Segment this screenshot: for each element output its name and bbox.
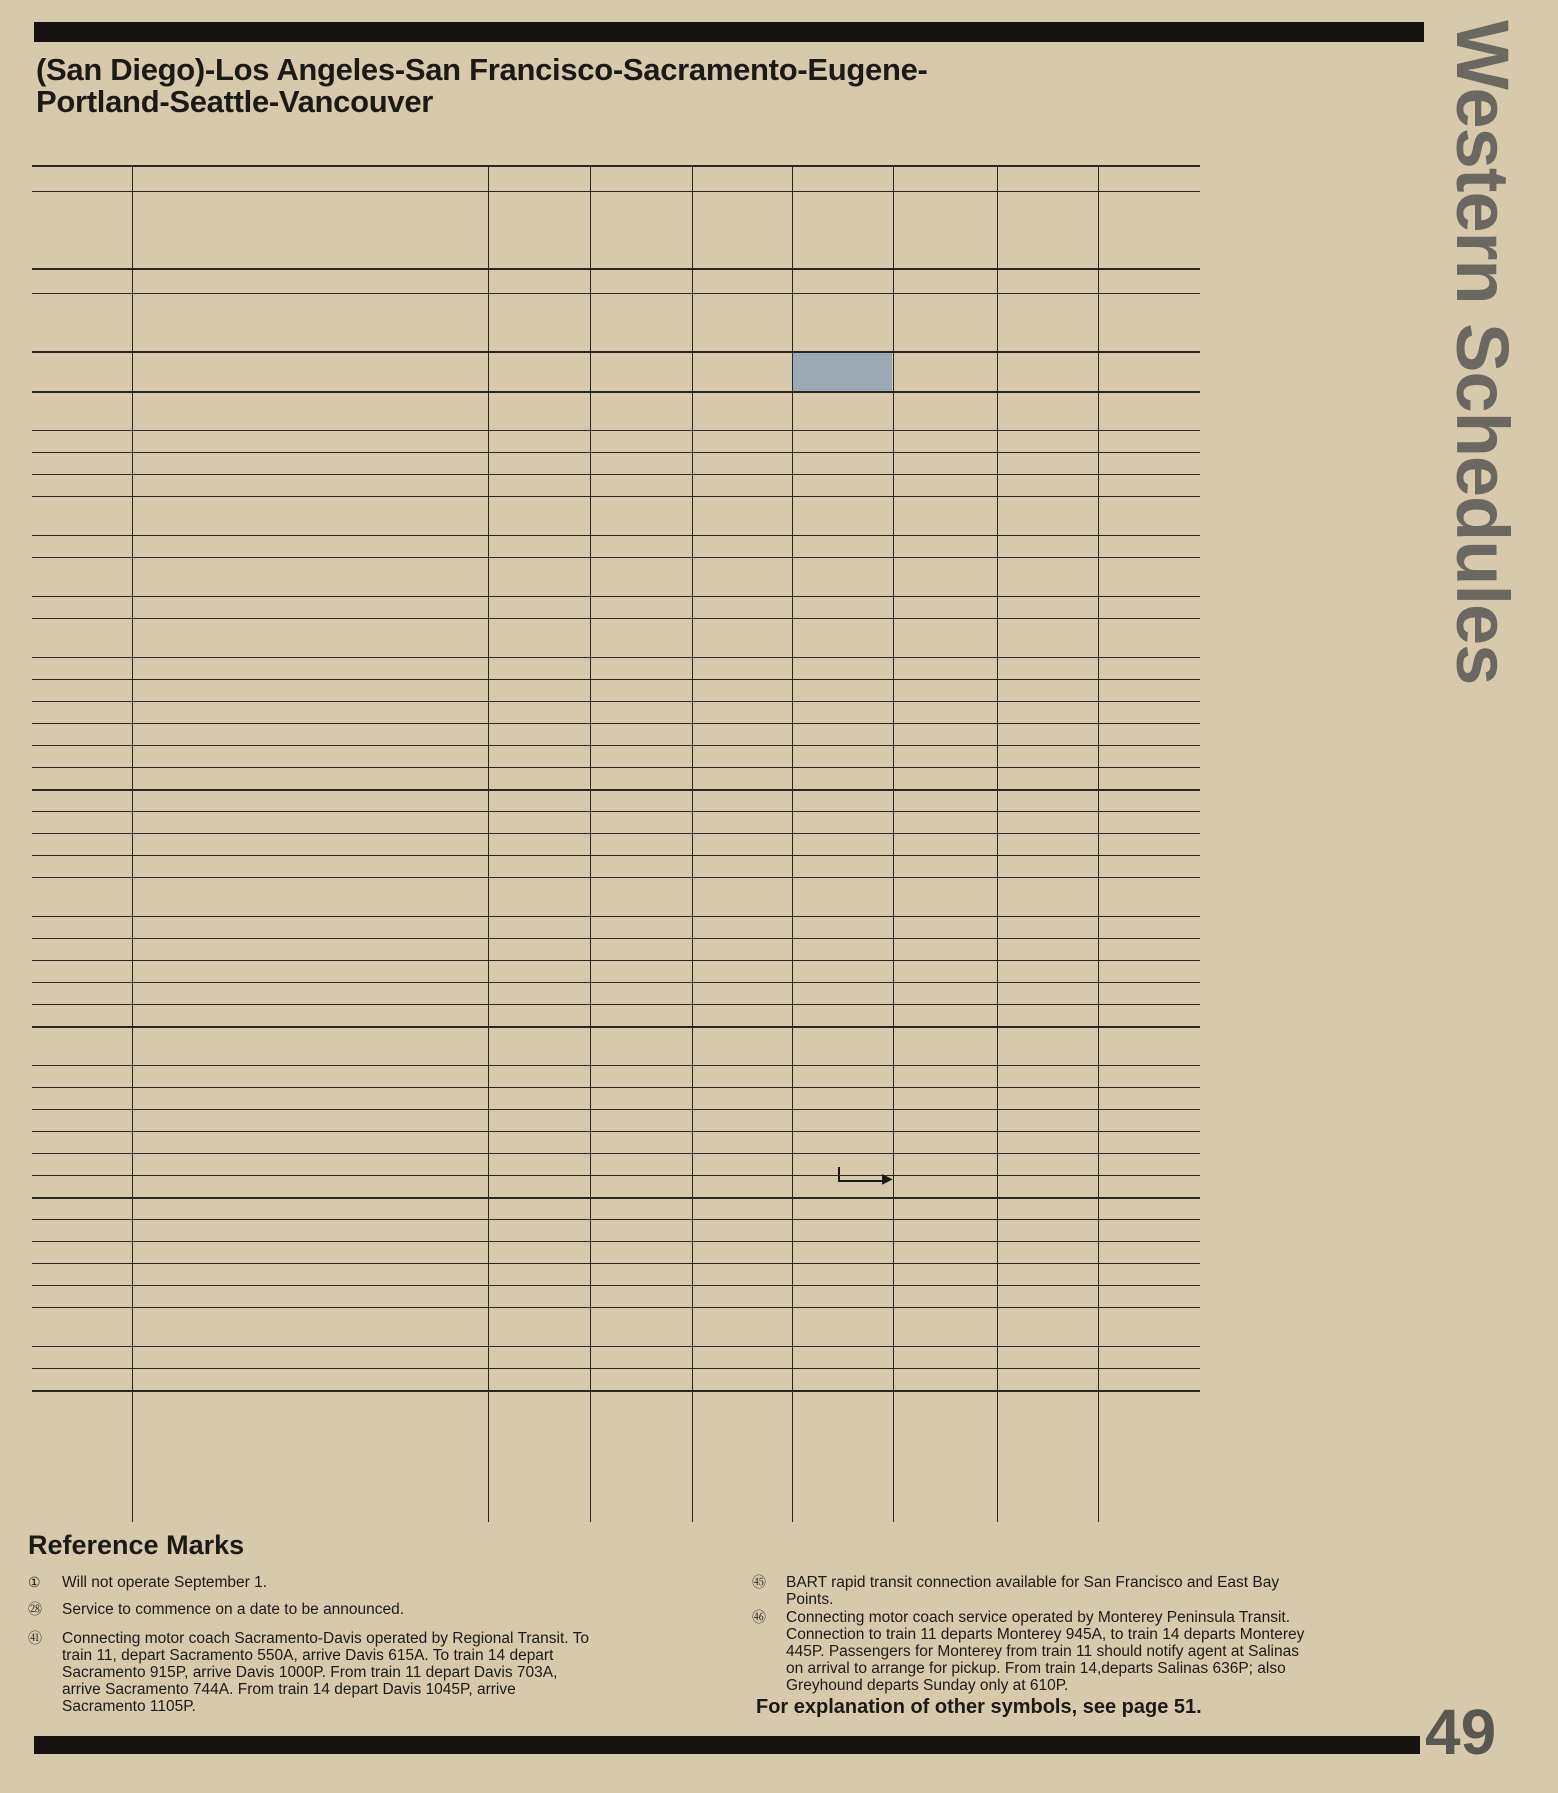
row-divider [32,982,1200,983]
row-divider [32,1004,1200,1005]
reference-mark-symbol: ㊺ [752,1574,766,1590]
row-divider [32,452,1200,453]
row-divider [32,745,1200,746]
reference-mark-symbol: ㉘ [28,1601,42,1617]
row-divider [32,1175,1200,1176]
row-divider [32,789,1200,791]
row-divider [32,701,1200,702]
bottom-rule [34,1736,1420,1754]
row-divider [32,1219,1200,1220]
row-divider [32,1109,1200,1110]
page-title-line-2: Portland-Seattle-Vancouver [36,84,434,119]
connection-arrow [838,1180,888,1182]
column-divider [692,165,693,1522]
row-divider [32,1087,1200,1088]
row-divider [32,496,1200,497]
row-divider [32,1241,1200,1242]
row-divider [32,165,1200,167]
row-divider [32,1346,1200,1347]
row-divider [32,833,1200,834]
row-divider [32,938,1200,939]
row-divider [32,657,1200,658]
row-divider [32,1065,1200,1066]
column-divider [590,165,591,1522]
reference-mark-symbol: ① [28,1574,41,1590]
highlight-block [793,353,892,392]
column-divider [488,165,489,1522]
connection-arrow [838,1167,840,1181]
reference-mark-symbol: ㊻ [752,1609,766,1625]
reference-mark-text: Connecting motor coach service operated by Monterey Peninsula Transit. Connection to train 11 departs Monterey 945A, to train 14 departs Monterey 445P. Passengers for Monterey from train 11 should notify agent at Salinas on arrival to arrange for pickup. From train 14,departs Salinas 636P; also Greyhound departs Sunday only at 610P. [786,1609,1305,1694]
row-divider [32,618,1200,619]
row-divider [32,191,1200,192]
column-divider [132,165,133,1522]
reference-mark-text: BART rapid transit connection available for San Francisco and East Bay Points. [786,1574,1280,1608]
row-divider [32,1026,1200,1028]
row-divider [32,535,1200,536]
page-number: 49 [1425,1696,1497,1768]
row-divider [32,1390,1200,1392]
page-title [36,54,928,118]
row-divider [32,960,1200,961]
row-divider [32,767,1200,768]
row-divider [32,679,1200,680]
reference-mark-text: Will not operate September 1. [62,1574,268,1591]
column-divider [1098,165,1099,1522]
reference-marks-title: Reference Marks [28,1530,245,1560]
row-divider [32,391,1200,393]
row-divider [32,596,1200,597]
reference-mark-symbol: ㊶ [28,1630,42,1646]
row-divider [32,1131,1200,1132]
row-divider [32,916,1200,917]
page-title-line-1: (San Diego)-Los Angeles-San Francisco-Sacramento-Eugene- [36,52,928,87]
column-divider [893,165,894,1522]
row-divider [32,1285,1200,1286]
schedule-table [32,165,1200,1522]
symbols-footnote: For explanation of other symbols, see page 51. [756,1696,1202,1718]
row-divider [32,855,1200,856]
row-divider [32,1197,1200,1199]
row-divider [32,1263,1200,1264]
reference-mark-text: Connecting motor coach Sacramento-Davis operated by Regional Transit. To train 11, depart Sacramento 550A, arrive Davis 615A. To train 14 depart Sacramento 915P, arrive Davis 1000P. From train 11 depart Davis 703A, arrive Sacramento 744A. From train 14 depart Davis 1045P, arrive Sacramento 1105P. [62,1630,589,1715]
section-side-title: Western Schedules [1441,20,1524,685]
top-rule [34,22,1424,42]
row-divider [32,1368,1200,1369]
row-divider [32,1153,1200,1154]
row-divider [32,474,1200,475]
row-divider [32,877,1200,878]
connection-arrow-head: ▶ [882,1170,893,1186]
column-divider [997,165,998,1522]
row-divider [32,430,1200,431]
row-divider [32,1307,1200,1308]
row-divider [32,268,1200,270]
row-divider [32,351,1200,353]
row-divider [32,293,1200,294]
row-divider [32,811,1200,812]
reference-mark-text: Service to commence on a date to be announced. [62,1601,405,1618]
row-divider [32,557,1200,558]
row-divider [32,723,1200,724]
